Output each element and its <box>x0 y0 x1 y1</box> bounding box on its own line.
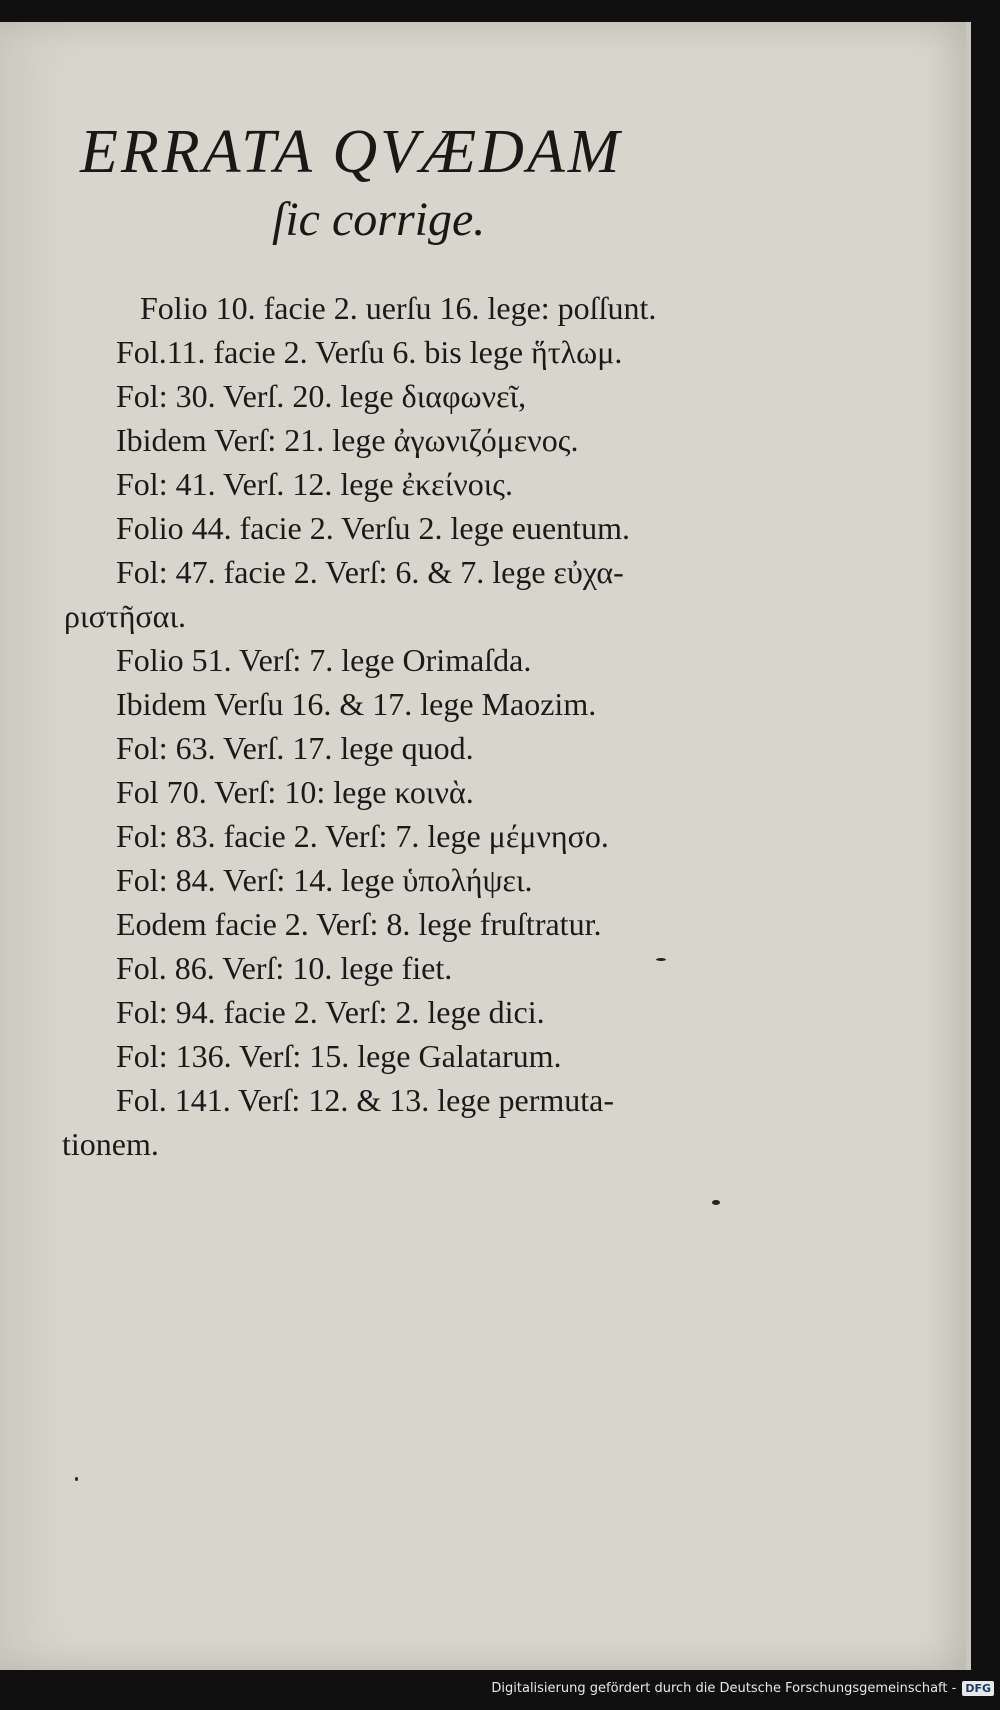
dfg-logo: DFG <box>962 1681 994 1696</box>
errata-entry: Fol. 141. Verſ: 12. & 13. lege permuta- <box>116 1082 614 1118</box>
errata-entry: Ibidem Verſu 16. & 17. lege Maozim. <box>116 686 597 722</box>
errata-entry: Fol: 136. Verſ: 15. lege Galatarum. <box>116 1038 562 1074</box>
errata-entry: Folio 10. facie 2. uerſu 16. lege: poſſunt. <box>140 290 657 326</box>
errata-entry: Fol. 86. Verſ: 10. lege fiet. <box>116 950 453 986</box>
digitization-credit <box>491 1681 994 1696</box>
ink-speck <box>712 1200 720 1205</box>
errata-entry: Eodem facie 2. Verſ: 8. lege fruſtratur. <box>116 906 602 942</box>
errata-entry: Folio 44. facie 2. Verſu 2. lege euentum. <box>116 510 630 546</box>
errata-entry: Fol: 41. Verſ. 12. lege ἐκείνοις. <box>116 466 513 502</box>
errata-entry: Fol: 84. Verſ: 14. lege ὑπολήψει. <box>116 862 533 898</box>
errata-entry: Folio 51. Verſ: 7. lege Orimaſda. <box>116 642 532 678</box>
errata-entry: Ibidem Verſ: 21. lege ἀγωνιζόμενος. <box>116 422 579 458</box>
errata-entry: Fol: 63. Verſ. 17. lege quod. <box>116 730 474 766</box>
page-title: ERRATA QVÆDAM <box>80 118 623 186</box>
errata-entry: Fol 70. Verſ: 10: lege κοινὰ. <box>116 774 474 810</box>
errata-entry: Fol.11. facie 2. Verſu 6. bis lege ἥτλωμ. <box>116 334 623 370</box>
errata-entry: Fol: 94. facie 2. Verſ: 2. lege dici. <box>116 994 545 1030</box>
errata-entry: Fol: 47. facie 2. Verſ: 6. & 7. lege εὐχα- <box>116 554 624 590</box>
errata-entry: Fol: 83. facie 2. Verſ: 7. lege μέμνησο. <box>116 818 609 854</box>
page-subtitle: ſic corrige. <box>272 193 486 246</box>
ink-speck <box>656 958 666 961</box>
errata-list <box>0 22 966 1670</box>
errata-entry: ριστῆσαι. <box>64 598 187 634</box>
book-page <box>0 22 971 1670</box>
credit-text: Digitalisierung gefördert durch die Deutsche Forschungsgemeinschaft - <box>491 1681 957 1696</box>
ink-speck <box>75 1477 78 1481</box>
errata-entry: tionem. <box>62 1126 159 1162</box>
errata-entry: Fol: 30. Verſ. 20. lege διαφωνεῖ, <box>116 378 527 414</box>
